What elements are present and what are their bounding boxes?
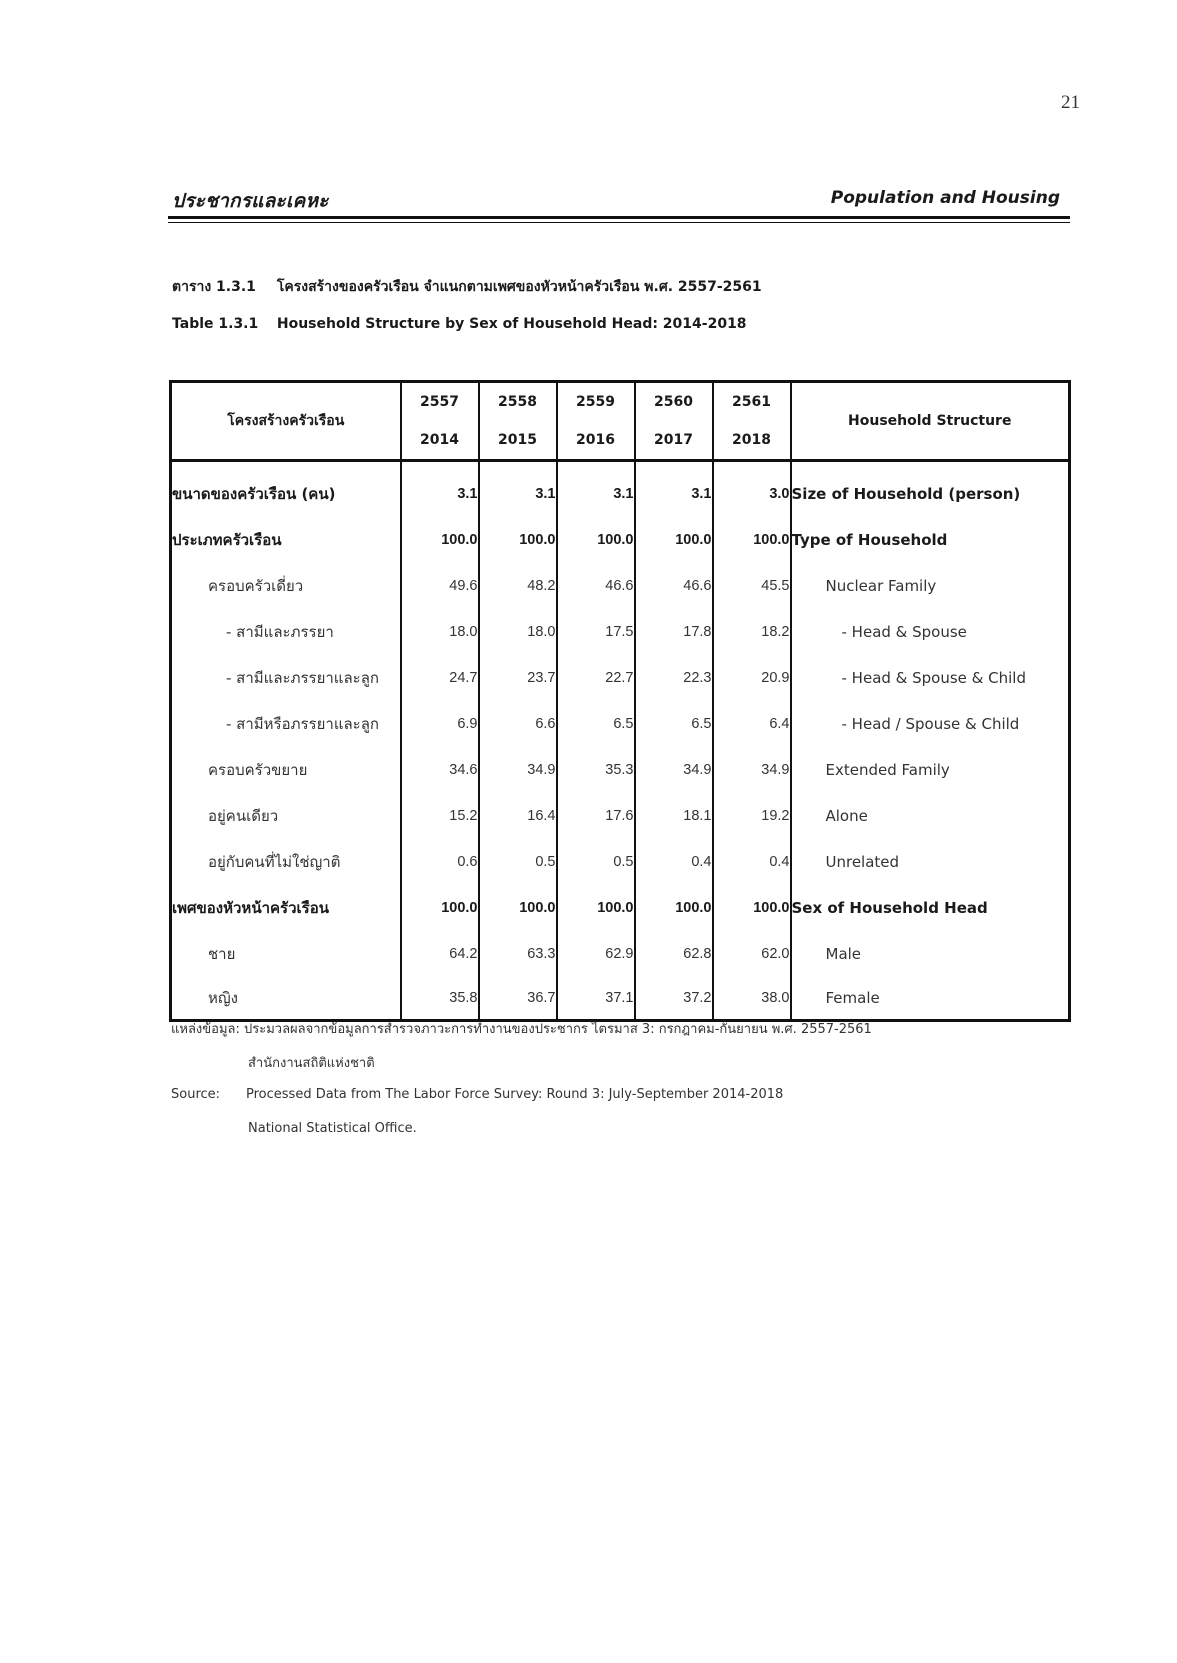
row-value: 17.6 (557, 793, 635, 839)
header-year-2557: 2557 2014 (401, 382, 479, 461)
row-value: 100.0 (557, 517, 635, 563)
section-header (172, 186, 1070, 216)
row-value: 6.6 (479, 701, 557, 747)
row-label-en: Alone (791, 793, 1070, 839)
source-text-en: Processed Data from The Labor Force Survey: Round 3: July-September 2014-2018 (246, 1087, 784, 1102)
row-label-en: - Head & Spouse (791, 609, 1070, 655)
row-label-en: Nuclear Family (791, 563, 1070, 609)
row-value: 100.0 (401, 517, 479, 563)
table-row (171, 655, 1070, 701)
header-rule-thin (168, 222, 1070, 223)
table-row (171, 461, 1070, 517)
row-label-th: อยู่คนเดียว (171, 793, 401, 839)
row-value: 19.2 (713, 793, 791, 839)
row-label-en: Unrelated (791, 839, 1070, 885)
row-label-en: - Head & Spouse & Child (791, 655, 1070, 701)
row-value: 22.3 (635, 655, 713, 701)
row-value: 100.0 (713, 517, 791, 563)
row-label-en: Female (791, 977, 1070, 1021)
row-value: 6.5 (557, 701, 635, 747)
table-row (171, 931, 1070, 977)
table-caption-th (172, 276, 762, 298)
source-note-th: แหล่งข้อมูล: ประมวลผลจากข้อมูลการสำรวจภาวะการทำงานของประชากร ไตรมาส 3: กรกฎาคม-กันยายน พ.ศ. 2557-2561 (171, 1022, 872, 1037)
row-value: 20.9 (713, 655, 791, 701)
row-label-th: ขนาดของครัวเรือน (คน) (171, 461, 401, 517)
row-value: 35.8 (401, 977, 479, 1021)
header-year-2558: 2558 2015 (479, 382, 557, 461)
row-value: 46.6 (635, 563, 713, 609)
row-value: 17.5 (557, 609, 635, 655)
table-row (171, 563, 1070, 609)
row-value: 0.4 (635, 839, 713, 885)
row-value: 34.9 (635, 747, 713, 793)
row-value: 0.4 (713, 839, 791, 885)
row-value: 37.1 (557, 977, 635, 1021)
section-title-en: Population and Housing (830, 188, 1060, 208)
page-number: 21 (1061, 92, 1080, 113)
row-value: 0.5 (557, 839, 635, 885)
table-row (171, 747, 1070, 793)
row-value: 0.5 (479, 839, 557, 885)
header-cell-th: โครงสร้างครัวเรือน (171, 382, 401, 461)
row-value: 48.2 (479, 563, 557, 609)
row-value: 100.0 (635, 517, 713, 563)
row-value: 18.2 (713, 609, 791, 655)
header-year-2560: 2560 2017 (635, 382, 713, 461)
row-value: 34.6 (401, 747, 479, 793)
row-value: 34.9 (479, 747, 557, 793)
row-value: 64.2 (401, 931, 479, 977)
row-value: 6.4 (713, 701, 791, 747)
source-agency-th: สำนักงานสถิติแห่งชาติ (248, 1056, 375, 1071)
row-value: 17.8 (635, 609, 713, 655)
row-value: 100.0 (713, 885, 791, 931)
source-agency-en: National Statistical Office. (248, 1121, 417, 1136)
row-value: 34.9 (713, 747, 791, 793)
row-value: 100.0 (635, 885, 713, 931)
row-label-th: อยู่กับคนที่ไม่ใช่ญาติ (171, 839, 401, 885)
caption-text-th: โครงสร้างของครัวเรือน จำแนกตามเพศของหัวหน้าครัวเรือน พ.ศ. 2557-2561 (276, 279, 762, 295)
row-label-th: ประเภทครัวเรือน (171, 517, 401, 563)
row-label-th: ครอบครัวเดี่ยว (171, 563, 401, 609)
row-value: 3.1 (401, 461, 479, 517)
row-value: 100.0 (479, 885, 557, 931)
row-value: 0.6 (401, 839, 479, 885)
row-label-en: Male (791, 931, 1070, 977)
row-value: 37.2 (635, 977, 713, 1021)
table-row (171, 517, 1070, 563)
table-row (171, 609, 1070, 655)
section-title-th: ประชากรและเคหะ (172, 190, 329, 212)
source-note-en (171, 1087, 783, 1102)
row-value: 3.1 (557, 461, 635, 517)
table-row (171, 839, 1070, 885)
row-value: 35.3 (557, 747, 635, 793)
row-label-en: Extended Family (791, 747, 1070, 793)
row-value: 18.0 (401, 609, 479, 655)
row-value: 6.9 (401, 701, 479, 747)
row-value: 3.1 (479, 461, 557, 517)
row-value: 18.1 (635, 793, 713, 839)
table-header-row (171, 382, 1070, 461)
table-row (171, 701, 1070, 747)
household-structure-table-wrap (169, 380, 1068, 1022)
row-label-th: - สามีและภรรยา (171, 609, 401, 655)
row-label-th: เพศของหัวหน้าครัวเรือน (171, 885, 401, 931)
row-label-en: Type of Household (791, 517, 1070, 563)
row-value: 3.1 (635, 461, 713, 517)
row-label-en: - Head / Spouse & Child (791, 701, 1070, 747)
row-value: 22.7 (557, 655, 635, 701)
row-value: 38.0 (713, 977, 791, 1021)
row-value: 23.7 (479, 655, 557, 701)
row-value: 24.7 (401, 655, 479, 701)
row-value: 45.5 (713, 563, 791, 609)
table-caption-en (172, 316, 747, 332)
row-value: 62.9 (557, 931, 635, 977)
caption-text-en: Household Structure by Sex of Household Head: 2014-2018 (276, 316, 747, 332)
row-label-th: หญิง (171, 977, 401, 1021)
row-value: 15.2 (401, 793, 479, 839)
header-cell-en: Household Structure (791, 382, 1070, 461)
row-label-en: Sex of Household Head (791, 885, 1070, 931)
header-year-2561: 2561 2018 (713, 382, 791, 461)
row-value: 49.6 (401, 563, 479, 609)
row-label-th: ครอบครัวขยาย (171, 747, 401, 793)
row-label-en: Size of Household (person) (791, 461, 1070, 517)
row-value: 6.5 (635, 701, 713, 747)
household-structure-table (169, 380, 1071, 1022)
row-label-th: - สามีและภรรยาและลูก (171, 655, 401, 701)
row-value: 63.3 (479, 931, 557, 977)
row-value: 18.0 (479, 609, 557, 655)
table-row (171, 793, 1070, 839)
row-value: 100.0 (557, 885, 635, 931)
header-rule-thick (168, 216, 1070, 219)
row-value: 100.0 (479, 517, 557, 563)
row-label-th: - สามีหรือภรรยาและลูก (171, 701, 401, 747)
caption-label-th: ตาราง 1.3.1 (172, 279, 256, 295)
header-year-2559: 2559 2016 (557, 382, 635, 461)
row-value: 36.7 (479, 977, 557, 1021)
row-value: 16.4 (479, 793, 557, 839)
row-value: 62.0 (713, 931, 791, 977)
row-value: 46.6 (557, 563, 635, 609)
row-value: 3.0 (713, 461, 791, 517)
row-value: 62.8 (635, 931, 713, 977)
source-label-en: Source: (171, 1087, 221, 1102)
row-value: 100.0 (401, 885, 479, 931)
caption-label-en: Table 1.3.1 (172, 316, 259, 332)
table-row (171, 977, 1070, 1021)
table-row (171, 885, 1070, 931)
row-label-th: ชาย (171, 931, 401, 977)
